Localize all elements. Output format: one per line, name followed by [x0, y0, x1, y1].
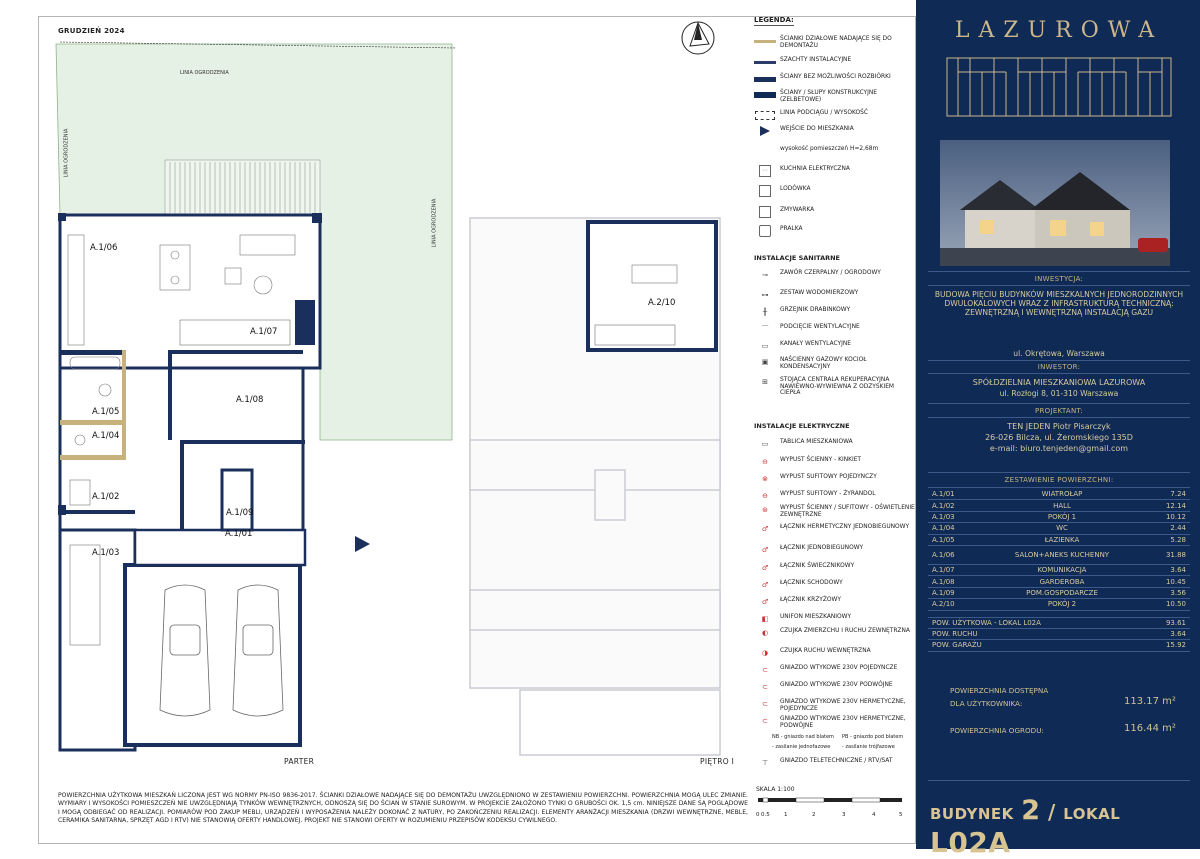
- outdoor-lamp-icon: ⊛: [762, 505, 768, 514]
- sensor-outdoor-icon: ◐: [761, 628, 769, 637]
- divider: [928, 487, 1190, 488]
- dishwasher-icon: [754, 207, 776, 217]
- vent-cut-icon: ⌒: [761, 324, 769, 333]
- table-row: A.1/01 WIATROŁAP 7.24: [928, 489, 1190, 500]
- wall-navy-thick-icon: [754, 90, 776, 100]
- dashed-box-icon: [754, 110, 776, 120]
- telecom-icon: ⊤: [761, 758, 769, 767]
- room-label: A.1/05: [92, 407, 120, 417]
- divider: [928, 403, 1190, 404]
- floor-plan-drawing: [40, 40, 730, 775]
- floor-label-pietro: PIĘTRO I: [700, 757, 735, 766]
- garden-label: POWIERZCHNIA OGRODU:: [950, 726, 1044, 735]
- room-a2-10-walls: [588, 222, 716, 350]
- building-photo: [940, 140, 1170, 266]
- brand-logo: [946, 18, 1172, 126]
- ground-floor-walls: [58, 213, 322, 750]
- footnote-text: POWIERZCHNIA UŻYTKOWA MIESZKAŃ LICZONA JEST WG NORMY PN-ISO 9836-2017. ŚCIANKI DZIAŁOWE NADAJĄCE SIĘ DO DEMONTAŻU UWZGLĘDNIONO W ZESTAWIENIU POWIERZCHNI. POWIERZCHNIA MOGĄ ULEC ZMIANIE. WYMIARY I WYSOKOŚCI POMIESZCZEŃ NIE UWZGLĘDNIAJĄ TYNKÓW WEWNĘTRZNYCH, ODNOSZĄ SIĘ DO ŚCIAN W STANIE SUROWYM. W PROJEKCIE ZAŁOŻONO TYNKI O GRUBOŚCI OK. 1,5 cm. NINIEJSZE DANE SĄ POGLĄDOWE I MOGĄ ODBIEGAĆ OD REALIZACJI. POMIARÓW POD ZAKUP MEBLI, URZĄDZEŃ I WYPOSAŻENIA NALEŻY DOKONAĆ Z NATURY, PO ZAKOŃCZENIU REALIZACJI. ELEMENTY ARANŻACJI MIESZKANIA (DRZWI WEWNĘTRZNE, MEBLE, CERAMIKA SANITARNA, SPRZĘT AGD I RTV) NIE STANOWIĄ OFERTY HANDLOWEJ. PROJEKT NIE STANOWI OFERTY W ROZUMIENIU PRZEPISÓW KODEKSU CYWILNEGO.: [58, 792, 748, 825]
- brand-name: LAZUROWA: [954, 18, 1164, 43]
- divider: [928, 472, 1190, 473]
- room-label: A.1/09: [226, 508, 254, 518]
- room-label: A.1/07: [250, 327, 278, 337]
- room-label: A.1/08: [236, 395, 264, 405]
- room-label: A.1/04: [92, 431, 120, 441]
- areas-head: ZESTAWIENIE POWIERZCHNI:: [1004, 476, 1114, 484]
- table-row: A.1/05 ŁAZIENKA 5.28: [928, 534, 1190, 545]
- socket-double-icon: ⊂: [762, 682, 768, 691]
- table-row: A.1/03 POKÓJ 1 10.12: [928, 511, 1190, 522]
- room-label: A.1/03: [92, 548, 120, 558]
- table-row: POW. GARAŻU 15.92: [928, 640, 1190, 651]
- divider: [928, 271, 1190, 272]
- scale-bar: [756, 786, 906, 820]
- wall-navy-icon: [754, 74, 776, 84]
- switch-double-icon: ♂: [761, 563, 769, 572]
- table-row: A.1/06 SALON+ANEKS KUCHENNY 31.88: [928, 545, 1190, 564]
- garden-value: 116.44 m²: [1124, 723, 1176, 734]
- date-label: GRUDZIEŃ 2024: [58, 27, 125, 35]
- table-row: A.1/02 HALL 12.14: [928, 500, 1190, 511]
- ceiling-lamp-icon: ⊗: [762, 474, 768, 483]
- scale-tick: 0.5: [761, 812, 770, 818]
- switch-sealed-icon: ♂: [761, 524, 769, 533]
- divider: [928, 417, 1190, 418]
- room-label: A.2/10: [648, 298, 676, 308]
- legend: LEGENDA: ŚCIANKI DZIAŁOWE NADAJĄCE SIĘ DO DEMONTAŻU SZACHTY INSTALACYJNE ŚCIANY BEZ MOŻLIWOŚCI ROZBIÓRKI ŚCIANY / SŁUPY KONSTRUKCYJNE (ZELBETOWE) LINIA PODCIĄGU / WYSOKOŚĆ WEJŚCIE DO MIESZKANIA wysokość pomieszczeń H=2,68m ◦◦ KUCHNIA ELEKTRYCZNA LODÓWKA ZMYWARKA PRALKA INSTALACJE SANITARNE ⊸ ZAWÓR CZERPALNY / OGRODOWY ⊶ ZESTAW WODOMIERZOWY ╫ GRZEJNIK DRABINKOWY ⌒ PODCIĘCIE WENTYLACYJNE ▭ KANAŁY WENTYLACYJNE ▣ NAŚCIENNY GAZOWY KOCIOŁ KONDENSACYJNY ⊞ STOJĄCA CENTRALA REKUPERACYJNA NAWIEWNO-WYWIEWNA Z ODZYSKIEM CIEPŁA INSTALACJE ELEKTRYCZNE ▭ TABLICA MIESZKANIOWA ⊖ WYPUST ŚCIENNY - KINKIET ⊗ WYPUST SUFITOWY POJEDYNCZY ⊖ WYPUST SUFITOWY - ŻYRANDOL ⊛ WYPUST ŚCIENNY / SUFITOWY - OŚWIETLENIE ZEWNĘTRZNE ♂ ŁĄCZNIK HERMETYCZNY JEDNOBIEGUNOWY ♂ ŁĄCZNIK JEDNOBIEGUNOWY ♂ ŁĄCZNIK ŚWIECZNIKOWY ♂ ŁĄCZNIK SCHODOWY ♂ ŁĄCZNIK KRZYŻOWY ◧ UNIFON MIESZKANIOWY ◐ CZUJKA ZMIERZCHU I RUCHU ZEWNĘTRZNA ◑ CZUJKA RUCHU WEWNĘTRZNA ⊂ GNIAZDO WTYKOWE 230V POJEDYNCZE ⊂ GNIAZDO WTYKOWE 230V PODWÓJNE ⊂ GNIAZDO WTYKOWE 230V HERMETYCZNE, POJEDYNCZE ⊂ GNIAZDO WTYKOWE 230V HERMETYCZNE, PODWÓJNE NB - gniazdo nad blatem PB - gniazdo pod blatem - zasilanie jednofazowe - zasilanie trójfazowe ⊤ GNIAZDO TELETECHNICZNE / RTV/SAT: [754, 16, 915, 767]
- designer-name: TEN JEDEN Piotr Pisarczyk: [1007, 422, 1111, 431]
- legend-sanitary-title: INSTALACJE SANITARNE: [754, 254, 840, 262]
- recuperator-icon: ⊞: [762, 377, 768, 386]
- socket-sealed-icon: ⊂: [762, 699, 768, 708]
- scale-tick: 3: [842, 812, 846, 818]
- ladder-radiator-icon: ╫: [762, 307, 768, 316]
- valve-icon: ⊸: [762, 270, 768, 279]
- available-label: POWIERZCHNIA DOSTĘPNA DLA UŻYTKOWNIKA:: [950, 686, 1049, 708]
- wall-tan-icon: [754, 36, 776, 46]
- fence-label-top: LINIA OGRODZENIA: [180, 70, 229, 76]
- room-label: A.1/06: [90, 243, 118, 253]
- vent-duct-icon: ▭: [761, 341, 769, 350]
- divider: [928, 373, 1190, 374]
- terrace-decking: [165, 160, 320, 215]
- entry-triangle-icon: [754, 126, 776, 136]
- building-unit-label: BUDYNEK 2 / LOKAL L02A: [930, 795, 1121, 859]
- floor-label-parter: PARTER: [284, 757, 315, 766]
- table-row: POW. UŻYTKOWA - LOKAL L02A 93.61: [928, 617, 1190, 628]
- scale-label: SKALA 1:100: [756, 786, 795, 793]
- washer-icon: [754, 226, 776, 236]
- designer-address: 26-026 Bilcza, ul. Żeromskiego 135D: [985, 433, 1133, 442]
- investor-head: INWESTOR:: [1037, 363, 1081, 371]
- investment-text: BUDOWA PIĘCIU BUDYNKÓW MIESZKALNYCH JEDNORODZINNYCH DWULOKALOWYCH WRAZ Z INFRASTRUKTURĄ TECHNICZNĄ: ZEWNĘTRZNĄ I WEWNĘTRZNĄ INSTALACJĄ GAZU: [934, 290, 1184, 318]
- boiler-icon: ▣: [761, 357, 769, 366]
- entrance-marker: [355, 536, 370, 552]
- designer-head: PROJEKTANT:: [1034, 407, 1084, 415]
- intercom-icon: ◧: [761, 614, 769, 623]
- fridge-icon: [754, 186, 776, 196]
- scale-tick: 1: [784, 812, 788, 818]
- divider: [928, 780, 1190, 781]
- legend-electric-title: INSTALACJE ELEKTRYCZNE: [754, 422, 850, 430]
- divider: [928, 360, 1190, 361]
- room-label: A.1/01: [225, 529, 253, 539]
- brand-ornament-icon: [946, 52, 1172, 126]
- divider: [928, 285, 1190, 286]
- sensor-indoor-icon: ◑: [761, 648, 769, 657]
- investor-address: ul. Rozłogi 8, 01-310 Warszawa: [999, 389, 1119, 398]
- scale-tick: 5: [899, 812, 903, 818]
- panel-icon: ▭: [761, 439, 769, 448]
- table-row: A.2/10 POKÓJ 2 10.50: [928, 599, 1190, 610]
- table-row: A.1/09 POM.GOSPODARCZE 3.56: [928, 587, 1190, 598]
- designer-email: e-mail: biuro.tenjeden@gmail.com: [989, 444, 1129, 453]
- fence-label-right: LINIA OGRODZENIA: [431, 198, 438, 248]
- socket-icon: ⊂: [762, 665, 768, 674]
- table-row: A.1/07 KOMUNIKACJA 3.64: [928, 564, 1190, 575]
- chandelier-icon: ⊖: [762, 491, 768, 500]
- scale-bar-icon: [756, 794, 906, 808]
- table-row: A.1/08 GARDEROBA 10.45: [928, 576, 1190, 587]
- stove-icon: ◦◦: [754, 166, 776, 176]
- fence-label-left: LINIA OGRODZENIA: [63, 128, 70, 178]
- wall-lamp-icon: ⊖: [762, 457, 768, 466]
- investor-name: SPÓŁDZIELNIA MIESZKANIOWA LAZUROWA: [972, 378, 1146, 387]
- switch-stair-icon: ♂: [761, 580, 769, 589]
- table-row: A.1/04 WC 2.44: [928, 523, 1190, 534]
- investment-address: ul. Okrętowa, Warszawa: [1013, 349, 1105, 358]
- legend-title: LEGENDA:: [754, 16, 794, 24]
- scale-tick: 2: [812, 812, 816, 818]
- table-row: POW. RUCHU 3.64: [928, 628, 1190, 639]
- water-meter-icon: ⊶: [761, 290, 769, 299]
- scale-tick: 4: [872, 812, 876, 818]
- socket-sealed-double-icon: ⊂: [762, 716, 768, 725]
- room-label: A.1/02: [92, 492, 120, 502]
- available-value: 113.17 m²: [1124, 696, 1176, 707]
- scale-tick: 0: [756, 812, 760, 818]
- investment-head: INWESTYCJA:: [1034, 275, 1084, 283]
- areas-table: [928, 489, 1190, 652]
- switch-icon: ♂: [761, 545, 769, 554]
- shaft-icon: [754, 57, 776, 67]
- switch-cross-icon: ♂: [761, 597, 769, 606]
